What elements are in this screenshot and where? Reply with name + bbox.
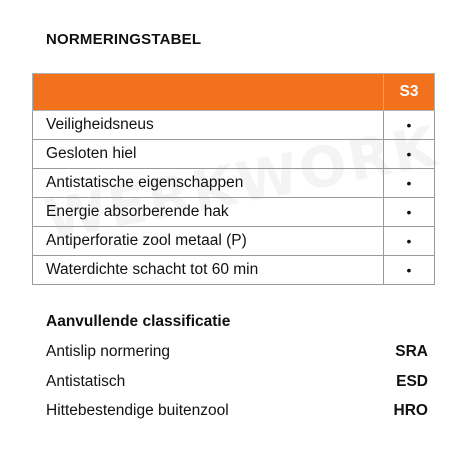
- classification-item: [46, 373, 428, 395]
- norm-table: [32, 73, 435, 285]
- table-header-row: [33, 74, 435, 111]
- classification-item: [46, 402, 428, 424]
- row-mark: •: [384, 256, 435, 285]
- classification-code: HRO: [393, 402, 428, 419]
- row-label: Gesloten hiel: [33, 140, 384, 169]
- classification-label: Antislip normering: [46, 343, 171, 360]
- header-s3-cell: S3: [384, 74, 435, 111]
- table-row: [33, 169, 435, 198]
- row-label: Antiperforatie zool metaal (P): [33, 227, 384, 256]
- row-mark: •: [384, 198, 435, 227]
- row-label: Antistatische eigenschappen: [33, 169, 384, 198]
- row-mark: •: [384, 140, 435, 169]
- classification-code: ESD: [396, 373, 428, 390]
- classification-code: SRA: [395, 343, 428, 360]
- table-row: [33, 198, 435, 227]
- classification-label: Hittebestendige buitenzool: [46, 402, 229, 419]
- row-mark: •: [384, 169, 435, 198]
- classification-title: Aanvullende classificatie: [46, 313, 231, 330]
- row-label: Veiligheidsneus: [33, 111, 384, 140]
- header-label-cell: [33, 74, 384, 111]
- classification-item: [46, 343, 428, 365]
- page-title: NORMERINGSTABEL: [46, 31, 202, 48]
- table-row: [33, 227, 435, 256]
- table-row: [33, 140, 435, 169]
- row-mark: •: [384, 227, 435, 256]
- table-row: [33, 111, 435, 140]
- row-mark: •: [384, 111, 435, 140]
- row-label: Waterdichte schacht tot 60 min: [33, 256, 384, 285]
- table-row: [33, 256, 435, 285]
- row-label: Energie absorberende hak: [33, 198, 384, 227]
- classification-label: Antistatisch: [46, 373, 126, 390]
